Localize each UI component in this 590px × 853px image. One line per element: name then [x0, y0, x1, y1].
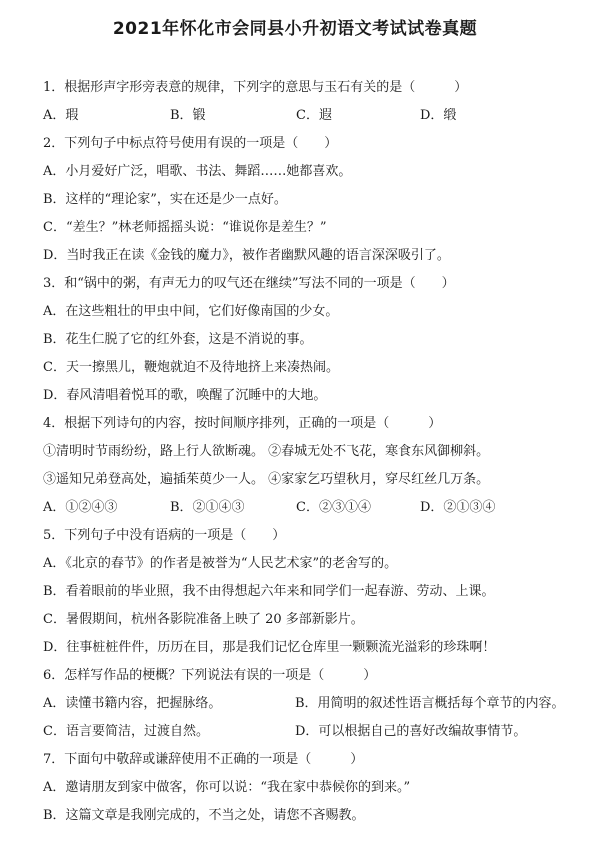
q2-option-c: C．“差生？”林老师摇摇头说：“谁说你是差生？” [43, 220, 327, 235]
q4-poems-line-1: ①清明时节雨纷纷，路上行人欲断魂。 ②春城无处不飞花，寒食东风御柳斜。 [43, 444, 490, 459]
q6-option-c: C．语言要简洁，过渡自然。 [43, 724, 209, 739]
q2-option-b: B．这样的“理论家”，实在还是少一点好。 [43, 192, 287, 207]
q1-option-c: C．遐 [296, 108, 332, 123]
q5-option-d: D．往事桩桩件件，历历在目，那是我们记忆仓库里一颗颗流光溢彩的珍珠啊！ [43, 640, 496, 655]
q2-stem: 2．下列句子中标点符号使用有误的一项是（ ） [43, 136, 338, 151]
q4-poems-line-2: ③遥知兄弟登高处，遍插茱萸少一人。 ④家家乞巧望秋月，穿尽红丝几万条。 [43, 472, 490, 487]
q7-option-b: B．这篇文章是我刚完成的，不当之处，请您不吝赐教。 [43, 808, 365, 823]
q3-option-b: B．花生仁脱了它的红外套，这是不消说的事。 [43, 332, 313, 347]
q1-option-a: A．瑕 [43, 108, 79, 123]
q5-option-a: A．《北京的春节》的作者是被誉为“人民艺术家”的老舍写的。 [43, 556, 398, 571]
q7-option-a: A．邀请朋友到家中做客，你可以说：“我在家中恭候你的到来。” [43, 780, 411, 795]
q2-option-a: A．小月爱好广泛，唱歌、书法、舞蹈……她都喜欢。 [43, 164, 352, 179]
q5-stem: 5．下列句子中没有语病的一项是（ ） [43, 528, 286, 543]
q3-option-a: A．在这些粗壮的甲虫中间，它们好像南国的少女。 [43, 304, 339, 319]
q5-option-b: B．看着眼前的毕业照，我不由得想起六年来和同学们一起春游、劳动、上课。 [43, 584, 495, 599]
q7-stem: 7．下面句中敬辞或谦辞使用不正确的一项是（ ） [43, 752, 364, 767]
q6-stem: 6．怎样写作品的梗概？下列说法有误的一项是（ ） [43, 668, 377, 683]
q6-option-b: B．用简明的叙述性语言概括每个章节的内容。 [295, 696, 565, 711]
q2-option-d: D．当时我正在读《金钱的魔力》，被作者幽默风趣的语言深深吸引了。 [43, 248, 450, 263]
q4-option-a: A．①②④③ [43, 500, 118, 515]
q3-option-c: C．天一擦黑儿，鞭炮就迫不及待地挤上来凑热闹。 [43, 360, 339, 375]
q3-option-d: D．春风清唱着悦耳的歌，唤醒了沉睡中的大地。 [43, 388, 327, 403]
q3-stem: 3．和“锅中的粥，有声无力的叹气还在继续”写法不同的一项是（ ） [43, 276, 455, 291]
page-title: 2021年怀化市会同县小升初语文考试试卷真题 [112, 19, 478, 39]
q6-option-d: D．可以根据自己的喜好改编故事情节。 [295, 724, 527, 739]
q6-option-a: A．读懂书籍内容，把握脉络。 [43, 696, 222, 711]
q1-option-d: D．缎 [420, 108, 457, 123]
q4-stem: 4．根据下列诗句的内容，按时间顺序排列，正确的一项是（ ） [43, 416, 442, 431]
q1-stem: 1．根据形声字形旁表意的规律，下列字的意思与玉石有关的是（ ） [43, 80, 468, 95]
q1-option-b: B．锻 [170, 108, 206, 123]
q4-option-b: B．②①④③ [170, 500, 245, 515]
q5-option-c: C．暑假期间，杭州各影院准备上映了 20 多部新影片。 [43, 612, 364, 627]
q4-option-d: D．②①③④ [420, 500, 496, 515]
q4-option-c: C．②③①④ [296, 500, 371, 515]
